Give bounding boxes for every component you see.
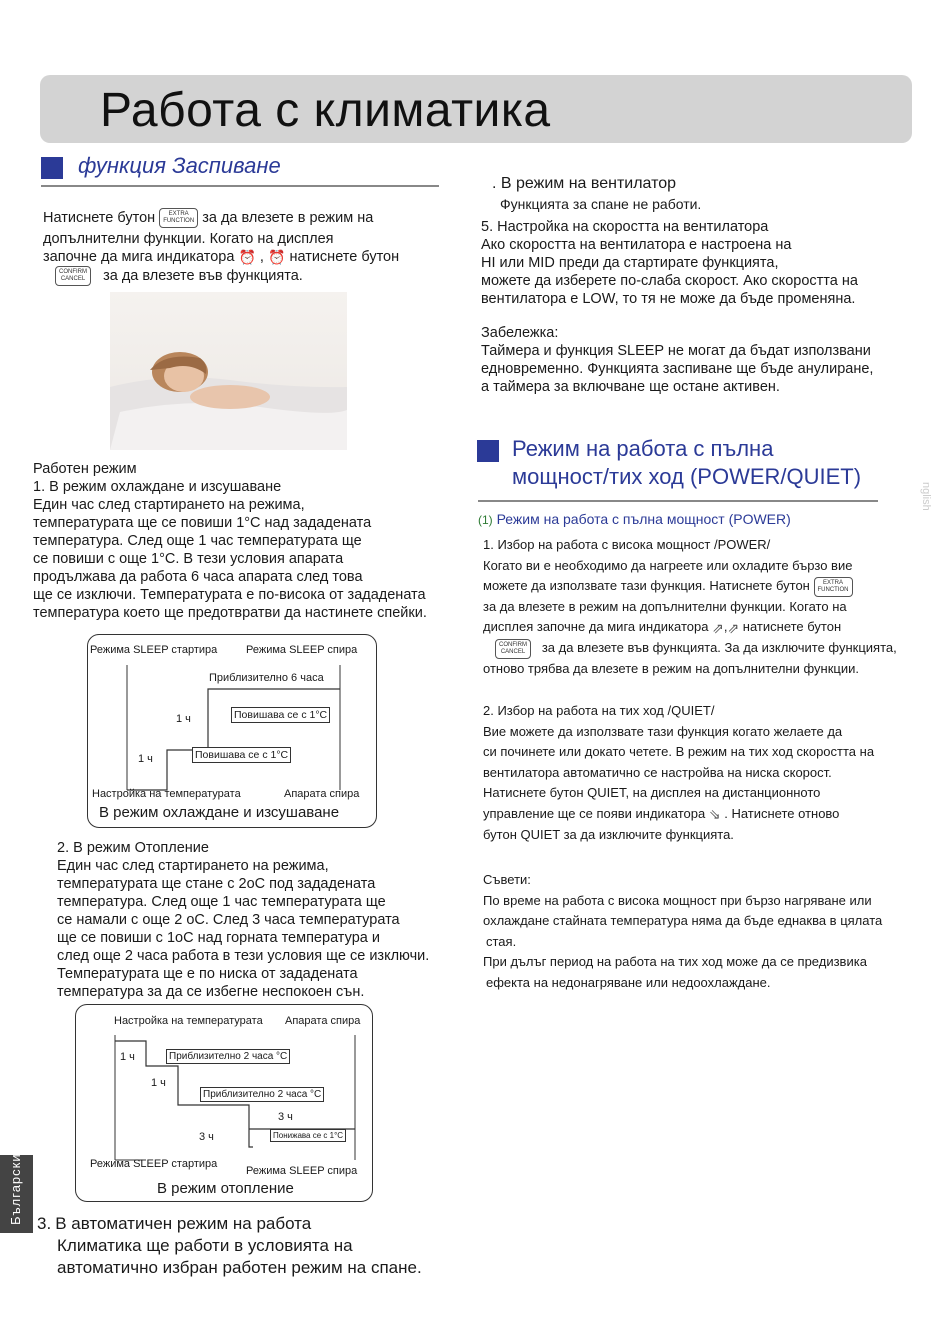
heating-caption: В режим отопление [157,1180,294,1197]
language-side-tab: Български [0,1155,33,1233]
power-indicator-icon: ⇗ [727,619,740,636]
page-title: Работа с климатика [100,84,551,137]
sleep-indicator-icon: ⏰ [267,249,286,266]
heating-sleep-diagram: Настройка на температурата Апарата спира 1 ч Приблизително 2 часа °C 1 ч Приблизително 2 часа °C 3 ч 3 ч Понижава се с 1°C Режима SLEEP стартира Режима SLEEP спира В режим отопление [75,1004,373,1202]
extra-function-button-icon: EXTRA FUNCTION [814,577,853,597]
heat-mode-text: 2. В режим Отопление Един час след стартирането на режима, температурата ще стане с 2оC под зададената температура. След още 1 час температурата ще се намали с още 2 оC. След 3 часа температурата ще се повиши с 1оC над горната температура и след още 2 часа работа в тези условия ще се изключи. Температурата ще е по ниска от зададената температура за да се избегне неспокоен сън. [57,840,430,1000]
quiet-indicator-icon: ⇘ [708,806,721,823]
power-subheading: (1) Режим на работа с пълна мощност (POWER) [478,511,791,527]
fan-speed-text: 5. Настройка на скоростта на вентилатора Ако скоростта на вентилатора е настроена на HI или MID преди да стартирате функцията, можете да изберете по-слаба скорост. Ако скоростта на вентилатора е LOW, то тя не може да бъде променяна. [481,219,858,307]
confirm-cancel-button-icon: CONFIRM CANCEL [495,639,531,659]
confirm-cancel-button-icon: CONFIRM CANCEL [55,266,91,286]
note-text: Забележка: Таймера и функция SLEEP не могат да бъдат използвани едновременно. Функцията заспиване ще бъде анулиране, а таймера за включване ще остане активен. [481,325,874,395]
sleeping-woman-photo [110,292,347,450]
divider [478,500,878,502]
title-banner [40,75,912,143]
divider [41,185,439,187]
quiet-text: 2. Избор на работа на тих ход /QUIET/ Вие можете да използвате тази функция когато желаете да си починете или докато четете. В режим на тих ход скоростта на вентилатора автоматично се настройва на ниска скорост. Натиснете бутон QUIET, на дисплея на дистанционното управление ще се появи индикатора ⇘ . Натиснете отново бутон QUIET за да изключите функцията. [483,703,875,842]
power-indicator-icon: ⇗ [712,619,724,636]
sleep-heading: функция Заспиване [78,153,281,178]
sleep-indicator-icon: ⏰ [238,249,256,266]
auto-mode-text: 3. В автоматичен режим на работа Климатика ще работи в условията на автоматично избран работен режим на спане. [37,1214,422,1277]
power-quiet-heading: Режим на работа с пълна мощност/тих ход (POWER/QUIET) [512,436,862,489]
cooling-sleep-diagram: Режима SLEEP стартира Режима SLEEP спира Приблизително 6 часа 1 ч Повишава се с 1°C 1 ч Повишава се с 1°C Настройка на температурата Апарата спира В режим охлаждане и изсушаване [87,634,377,828]
section-marker [41,157,63,179]
cool-mode-text: Работен режим 1. В режим охлаждане и изсушаване Един час след стартирането на режима, температурата ще се повиши 1°C над зададената температура. След още 1 час температурата ще се повиши с още 1°C. В тези условия апарата продължава да работа 6 часа апарата след това ще се изключи. Температурата е по-висока от зададената температура което ще предотвратви да настинете спейки. [33,461,427,621]
cooling-caption: В режим охлаждане и изсушаване [99,804,340,821]
sleep-intro: Натиснете бутон EXTRA FUNCTION за да влезете в режим на допълнителни функции. Когато на дисплея започне да мига индикатора ⏰ , ⏰ натиснете бутон CONFIRM CANCEL за да влезете във функцията. [43,208,463,286]
section-marker [477,440,499,462]
extra-function-button-icon: EXTRA FUNCTION [159,208,198,228]
power-text: 1. Избор на работа с висока мощност /POWER/ Когато ви е необходимо да нагреете или охладите бързо вие можете да използвате тази функция. Натиснете бутон EXTRA FUNCTION за да влезете в режим на допълнителни функции. Когато на дисплея започне да мига индикатора ⇗,⇗ натиснете бутон CONFIRM CANCEL за да влезете във функцията. За да изключите функцията, отново трябва да влезете в режим на допълнителни функции. [483,537,897,676]
edge-tab-text: nglish [920,482,932,511]
tips-text: Съвети: По време на работа с висока мощност при бързо нагряване или охлаждане стайната температура няма да бъде еднаква в цялата стая. При дълъг период на работа на тих ход може да се предизвика ефекта на недонагряване или недоохлаждане. [483,872,883,990]
fan-mode-text: . В режим на вентилатор Функцията за спане не работи. [492,175,702,212]
